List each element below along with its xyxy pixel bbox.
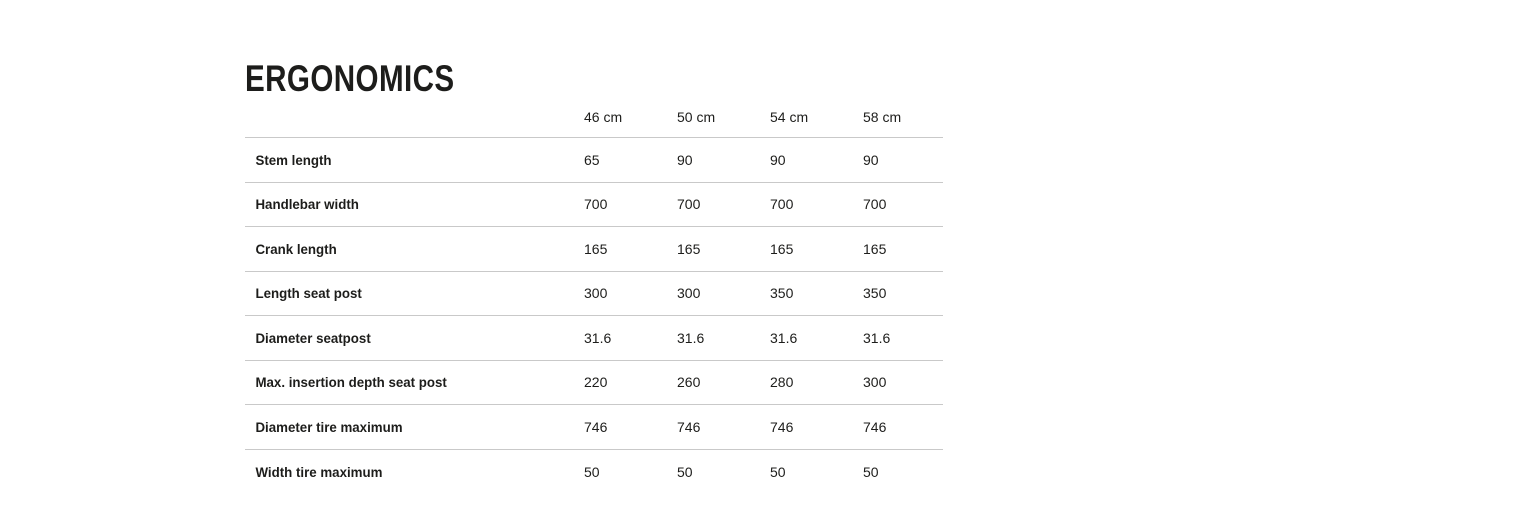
spec-table: [245, 96, 943, 494]
cell-value: 65: [584, 151, 600, 168]
cell-value: 700: [584, 196, 608, 213]
cell-value: 220: [584, 374, 608, 391]
cell-value: 700: [770, 196, 794, 213]
table-row-diameter-seatpost: [245, 316, 943, 361]
table-row-stem-length: [245, 138, 943, 183]
row-label: Handlebar width: [255, 196, 359, 213]
cell-value: 700: [677, 196, 701, 213]
cell-value: 746: [770, 418, 794, 435]
table-row-handlebar-width: [245, 183, 943, 228]
section-title: ERGONOMICS: [245, 57, 455, 99]
cell-value: 50: [677, 463, 693, 480]
row-label: Length seat post: [255, 285, 362, 302]
cell-value: 700: [863, 196, 887, 213]
cell-value: 746: [863, 418, 887, 435]
table-row-max-insertion-depth: [245, 361, 943, 406]
row-label: Diameter tire maximum: [255, 418, 403, 435]
row-label: Stem length: [255, 151, 332, 168]
cell-value: 31.6: [677, 329, 705, 346]
row-label: Max. insertion depth seat post: [255, 374, 447, 391]
cell-value: 165: [677, 240, 701, 257]
table-row-crank-length: [245, 227, 943, 272]
cell-value: 300: [584, 285, 608, 302]
cell-value: 165: [584, 240, 608, 257]
cell-value: 260: [677, 374, 701, 391]
cell-value: 50: [770, 463, 786, 480]
column-header-54cm: 54 cm: [770, 108, 809, 125]
cell-value: 50: [863, 463, 879, 480]
cell-value: 350: [770, 285, 794, 302]
cell-value: 350: [863, 285, 887, 302]
table-header-row: [245, 96, 943, 138]
column-header-46cm: 46 cm: [584, 108, 623, 125]
cell-value: 280: [770, 374, 794, 391]
table-row-width-tire-maximum: [245, 450, 943, 495]
cell-value: 165: [863, 240, 887, 257]
cell-value: 746: [584, 418, 608, 435]
cell-value: 31.6: [863, 329, 891, 346]
row-label: Width tire maximum: [255, 463, 383, 480]
cell-value: 165: [770, 240, 794, 257]
cell-value: 90: [677, 151, 693, 168]
table-row-length-seat-post: [245, 272, 943, 317]
cell-value: 746: [677, 418, 701, 435]
row-label: Diameter seatpost: [255, 329, 371, 346]
cell-value: 90: [863, 151, 879, 168]
cell-value: 300: [863, 374, 887, 391]
cell-value: 50: [584, 463, 600, 480]
row-label: Crank length: [255, 240, 337, 257]
cell-value: 90: [770, 151, 786, 168]
column-header-50cm: 50 cm: [677, 108, 716, 125]
cell-value: 31.6: [584, 329, 612, 346]
table-row-diameter-tire-maximum: [245, 405, 943, 450]
cell-value: 300: [677, 285, 701, 302]
cell-value: 31.6: [770, 329, 798, 346]
column-header-58cm: 58 cm: [863, 108, 902, 125]
